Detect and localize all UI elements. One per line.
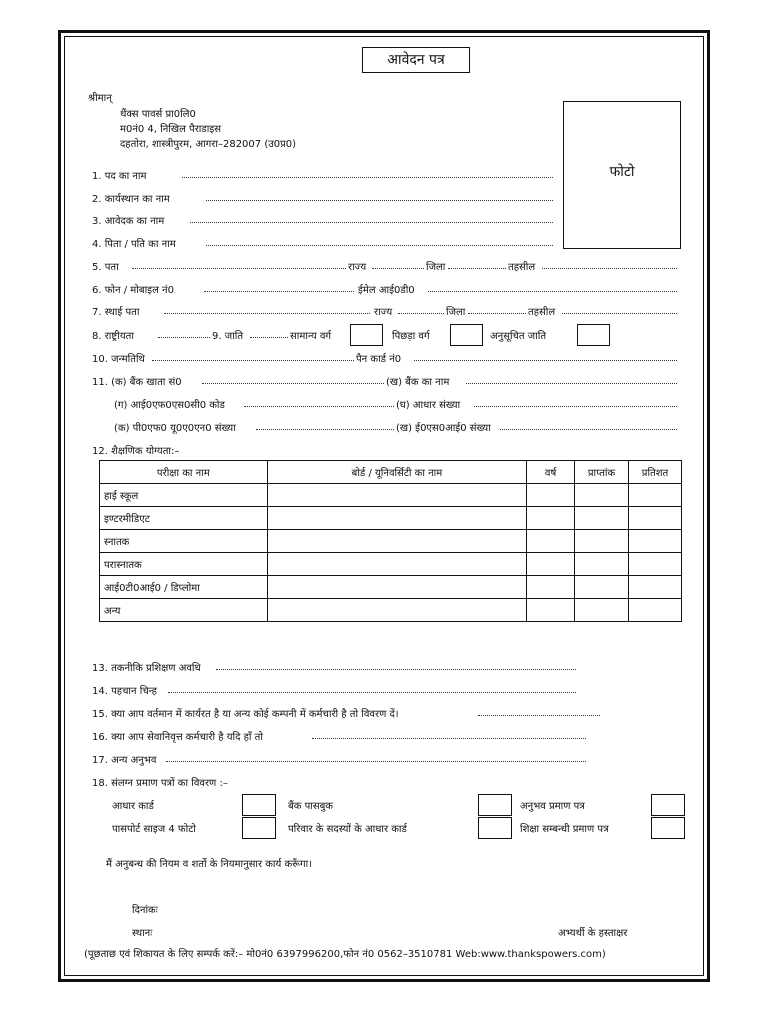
header-year: वर्ष [527,461,575,484]
state-field[interactable] [372,268,424,269]
header-exam: परीक्षा का नाम [100,461,268,484]
table-row [100,507,682,530]
label-state: राज्य [348,262,367,273]
address-line-2: दहतोरा, शास्त्रीपुरम, आगरा–282007 (उ0प्र0) [120,139,297,150]
bank-name-field[interactable] [466,383,677,384]
label-district: जिला [426,262,446,273]
marks-cell[interactable] [575,484,629,507]
declaration: मैं अनुबन्ध की नियम व शर्तो के नियमानुसार कार्य करूँगा। [106,859,312,870]
address-field[interactable] [132,268,346,269]
percent-cell[interactable] [629,576,682,599]
caste-field[interactable] [250,337,288,338]
father-husband-field[interactable] [206,245,553,246]
place-label: स्थानः [132,928,153,939]
address-line-1: म0नं0 4, निखिल पैराडाइस [120,124,221,135]
header-percent: प्रतिशत [629,461,682,484]
photo-box[interactable] [563,101,681,249]
year-cell[interactable] [527,507,575,530]
label-passport-photos: पासपोर्ट साइज 4 फोटो [112,824,196,835]
percent-cell[interactable] [629,484,682,507]
label-aadhaar-no: (घ) आधार संख्या [396,400,461,411]
company-name: थैंक्स पावर्स प्रा0लि0 [120,109,196,120]
row-label: आई0टी0आई0 / डिप्लोमा [100,576,268,599]
table-row [100,484,682,507]
percent-cell[interactable] [629,507,682,530]
label-obc: पिछड़ा वर्ग [392,331,430,342]
label-tehsil: तहसील [508,262,536,273]
header-board: बोर्ड / यूनिवर्सिटी का नाम [267,461,526,484]
signature-label: अभ्यर्थी के हस्ताक्षर [558,928,628,939]
marks-cell[interactable] [575,530,629,553]
nationality-field[interactable] [158,337,210,338]
label-current-employment: 15. क्या आप वर्तमान में कार्यरत है या अन्य कोई कम्पनी में कर्मचारी है तो विवरण दें। [92,709,399,720]
permanent-address-field[interactable] [164,313,370,314]
label-general: सामान्य वर्ग [290,331,332,342]
label-esi: (ख) ई0एस0आई0 संख्या [396,423,491,434]
label-nationality: 8. राष्ट्रीयता [92,331,134,342]
label-district-2: जिला [446,307,466,318]
label-dob: 10. जन्मतिथि [92,354,145,365]
percent-cell[interactable] [629,599,682,622]
pf-uan-field[interactable] [256,429,394,430]
aadhaar-card-checkbox[interactable] [242,794,276,816]
board-cell[interactable] [267,553,526,576]
label-pf-uan: (क) पी0एफ0 यू0ए0एन0 संख्या [114,423,236,434]
year-cell[interactable] [527,530,575,553]
year-cell[interactable] [527,599,575,622]
bank-account-field[interactable] [202,383,384,384]
obc-checkbox[interactable] [450,324,483,346]
label-father-husband: 4. पिता / पति का नाम [92,239,176,250]
label-identification-mark: 14. पहचान चिन्ह [92,686,157,697]
row-label: हाई स्कूल [100,484,268,507]
row-label: अन्य [100,599,268,622]
board-cell[interactable] [267,507,526,530]
label-tehsil-2: तहसील [528,307,556,318]
marks-cell[interactable] [575,576,629,599]
tehsil-field[interactable] [542,268,677,269]
sc-checkbox[interactable] [577,324,610,346]
label-experience-cert: अनुभव प्रमाण पत्र [520,801,585,812]
email-field[interactable] [428,291,677,292]
label-technical-training: 13. तकनीकि प्रशिक्षण अवधि [92,663,201,674]
marks-cell[interactable] [575,553,629,576]
family-aadhaar-checkbox[interactable] [478,817,512,839]
board-cell[interactable] [267,576,526,599]
retired-field[interactable] [312,738,586,739]
photo-label: फोटो [609,164,635,180]
marks-cell[interactable] [575,507,629,530]
footer-contact: (पूछताछ एवं शिकायत के लिए सम्पर्क करें:– मो0नं0 6397996200,फोन नं0 0562–3510781 Web:www.thankspowers.com) [84,949,606,960]
label-retired: 16. क्या आप सेवानिवृत्त कर्मचारी है यदि हाँ तो [92,732,263,743]
identification-mark-field[interactable] [168,692,576,693]
label-aadhaar-card: आधार कार्ड [112,801,154,812]
label-other-experience: 17. अन्य अनुभव [92,755,157,766]
phone-field[interactable] [204,291,354,292]
marks-cell[interactable] [575,599,629,622]
year-cell[interactable] [527,576,575,599]
current-employment-field[interactable] [478,715,600,716]
label-address: 5. पता [92,262,119,273]
label-state-2: राज्य [374,307,393,318]
label-bank-passbook: बैंक पासबुक [288,801,333,812]
pan-field[interactable] [414,360,677,361]
passport-photos-checkbox[interactable] [242,817,276,839]
label-attachments: 18. संलग्न प्रमाण पत्रों का विवरण :– [92,778,228,789]
technical-training-field[interactable] [216,669,576,670]
form-title: आवेदन पत्र [362,47,470,73]
label-sc: अनुसूचित जाति [490,331,547,342]
label-bank-name: (ख) बैंक का नाम [386,377,450,388]
experience-cert-checkbox[interactable] [651,794,685,816]
board-cell[interactable] [267,599,526,622]
ifsc-field[interactable] [244,406,394,407]
table-row [100,530,682,553]
label-education-cert: शिक्षा सम्बन्धी प्रमाण पत्र [520,824,609,835]
label-post-name: 1. पद का नाम [92,171,147,182]
education-cert-checkbox[interactable] [651,817,685,839]
year-cell[interactable] [527,553,575,576]
dob-field[interactable] [152,360,354,361]
header-marks: प्राप्तांक [575,461,629,484]
post-name-field[interactable] [182,177,553,178]
label-bank-account: 11. (क) बैंक खाता सं0 [92,377,182,388]
tehsil-field-2[interactable] [562,313,677,314]
table-header-row [100,461,682,484]
esi-field[interactable] [500,429,677,430]
year-cell[interactable] [527,484,575,507]
state-field-2[interactable] [398,313,444,314]
general-checkbox[interactable] [350,324,383,346]
aadhaar-field[interactable] [474,406,677,407]
row-label: इण्टरमीडिएट [100,507,268,530]
salutation: श्रीमान् [88,93,112,104]
applicant-name-field[interactable] [190,222,553,223]
label-pan: पैन कार्ड नं0 [356,354,402,365]
label-email: ईमेल आई0डी0 [358,285,415,296]
row-label: परास्नातक [100,553,268,576]
label-workplace: 2. कार्यस्थान का नाम [92,194,170,205]
label-phone: 6. फोन / मोबाइल नं0 [92,285,174,296]
workplace-field[interactable] [206,200,553,201]
label-caste: 9. जाति [212,331,244,342]
other-experience-field[interactable] [166,761,586,762]
percent-cell[interactable] [629,553,682,576]
date-label: दिनांकः [132,905,158,916]
district-field-2[interactable] [468,313,526,314]
label-applicant-name: 3. आवेदक का नाम [92,216,165,227]
table-row [100,553,682,576]
label-family-aadhaar: परिवार के सदस्यों के आधार कार्ड [288,824,407,835]
table-row [100,599,682,622]
label-education: 12. शैक्षणिक योग्यता:– [92,446,180,457]
board-cell[interactable] [267,530,526,553]
table-row [100,576,682,599]
board-cell[interactable] [267,484,526,507]
label-ifsc: (ग) आई0एफ0एस0सी0 कोड [114,400,225,411]
row-label: स्नातक [100,530,268,553]
bank-passbook-checkbox[interactable] [478,794,512,816]
district-field[interactable] [448,268,506,269]
education-table [99,460,682,622]
percent-cell[interactable] [629,530,682,553]
label-permanent-address: 7. स्थाई पता [92,307,140,318]
